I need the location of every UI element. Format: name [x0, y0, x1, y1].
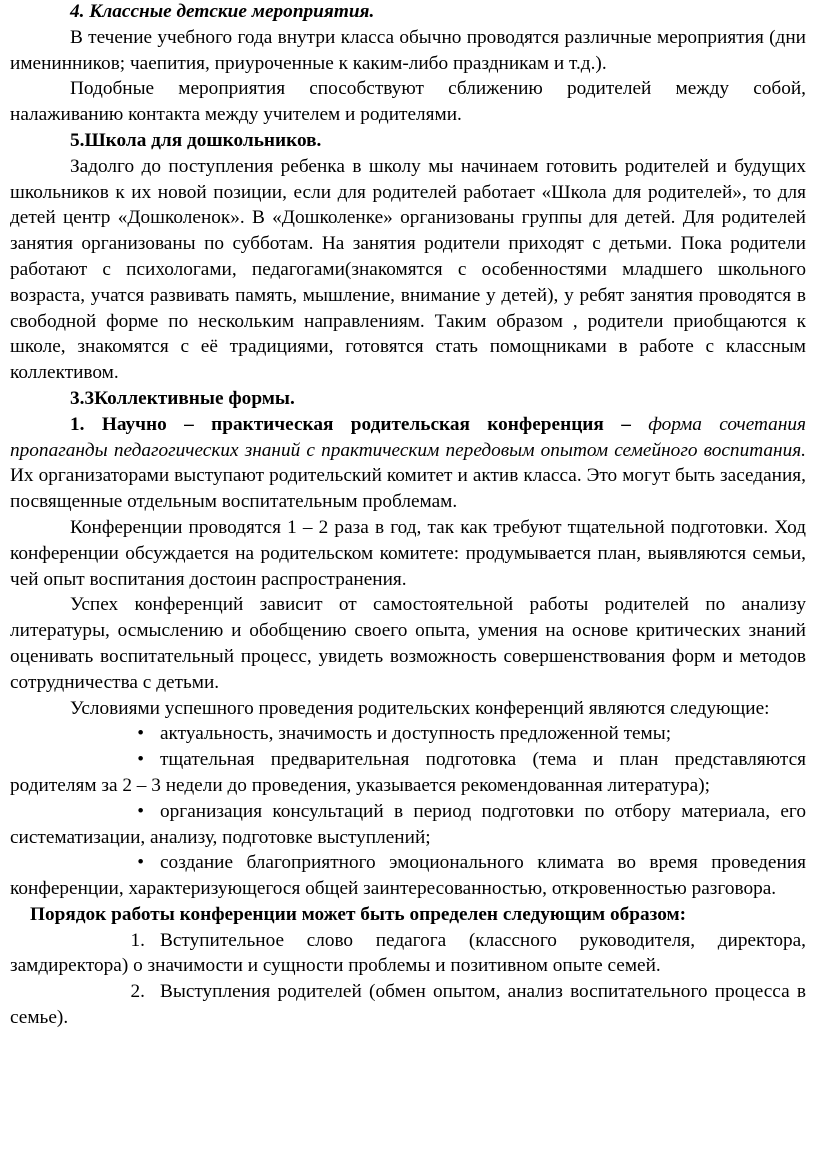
list-item	[10, 979, 806, 1031]
list-item	[10, 850, 806, 902]
section-4-title: 4. Классные детские мероприятия.	[70, 1, 375, 22]
list-item-text: актуальность, значимость и доступность предложенной темы;	[160, 723, 672, 745]
list-item	[10, 928, 806, 980]
conference-order-title: Порядок работы конференции может быть определен следующим образом:	[30, 903, 687, 925]
list-item	[10, 799, 806, 851]
conference-success-paragraph: Успех конференций зависит от самостоятельной работы родителей по анализу литературы, осмыслению и обобщению своего опыта, умения на основе критических знаний оценивать воспитательный процесс, увидеть возможность совершенствования форм и методов сотрудничества с детьми.	[10, 594, 806, 693]
section-3-3-title: 3.3Коллективные формы.	[70, 387, 295, 409]
section-4-paragraph-1: В течение учебного года внутри класса обычно проводятся различные мероприятия (дни именинников; чаепития, приуроченные к каким-либо праздникам и т.д.).	[10, 26, 806, 74]
conference-definition-rest: Их организаторами выступают родительский комитет и актив класса. Это могут быть заседания, посвященные отдельным воспитательным проблемам.	[10, 465, 806, 513]
bullet-marker: •	[137, 800, 144, 822]
list-number: 2.	[130, 981, 145, 1003]
conference-definition-italic: форма сочетания пропаганды педагогических знаний с практическим передовым опытом семейного воспитания.	[10, 413, 806, 461]
conference-frequency-paragraph: Конференции проводятся 1 – 2 раза в год, так как требуют тщательной подготовки. Ход конференции обсуждается на родительском комитете: продумывается план, выявляются семьи, чей опыт воспитания достоин распространения.	[10, 516, 806, 590]
bullet-marker: •	[137, 749, 144, 771]
list-item-text: организация консультаций в период подготовки по отбору материала, его систематизации, анализу, подготовке выступлений;	[10, 800, 806, 848]
conditions-list	[10, 721, 806, 902]
section-5-paragraph-1: Задолго до поступления ребенка в школу мы начинаем готовить родителей и будущих школьников к их новой позиции, если для родителей работает «Школа для родителей», то для детей центр «Дошколенок». В «Дошколенке» организованы группы для детей. Для родителей занятия организованы по субботам. На занятия родители приходят с детьми. Пока родители работают с психологами, педагогами(знакомятся с особенностями младшего школьного возраста, учатся развивать память, мышление, внимание у детей), у ребят занятия проводятся в свободной форме по нескольким направлениям. Таким образом , родители приобщаются к школе, знакомятся с её традициями, готовятся стать помощниками в работе с классным коллективом.	[10, 155, 806, 384]
list-number: 1.	[130, 929, 145, 951]
list-item	[10, 747, 806, 799]
section-5-title: 5.Школа для дошкольников.	[70, 129, 322, 151]
section-4-paragraph-2: Подобные мероприятия способствуют сближению родителей между собой, налаживанию контакта между учителем и родителями.	[10, 78, 806, 126]
conference-term: 1. Научно – практическая родительская конференция –	[70, 413, 631, 435]
list-item-text: создание благоприятного эмоционального климата во время проведения конференции, характеризующегося общей заинтересованностью, откровенностью разговора.	[10, 852, 806, 900]
list-item-text: Вступительное слово педагога (классного руководителя, директора, замдиректора) о значимости и сущности проблемы и позитивном опыте семей.	[10, 929, 806, 977]
bullet-marker: •	[137, 852, 144, 874]
conference-definition	[10, 412, 806, 515]
list-item	[10, 721, 806, 747]
conference-conditions-paragraph: Условиями успешного проведения родительских конференций являются следующие:	[70, 697, 770, 719]
bullet-marker: •	[137, 723, 144, 745]
list-item-text: тщательная предварительная подготовка (тема и план представляются родителям за 2 – 3 недели до проведения, указывается рекомендованная литература);	[10, 749, 806, 796]
list-item-text: Выступления родителей (обмен опытом, анализ воспитательного процесса в семье).	[10, 981, 806, 1029]
order-list	[10, 928, 806, 1031]
